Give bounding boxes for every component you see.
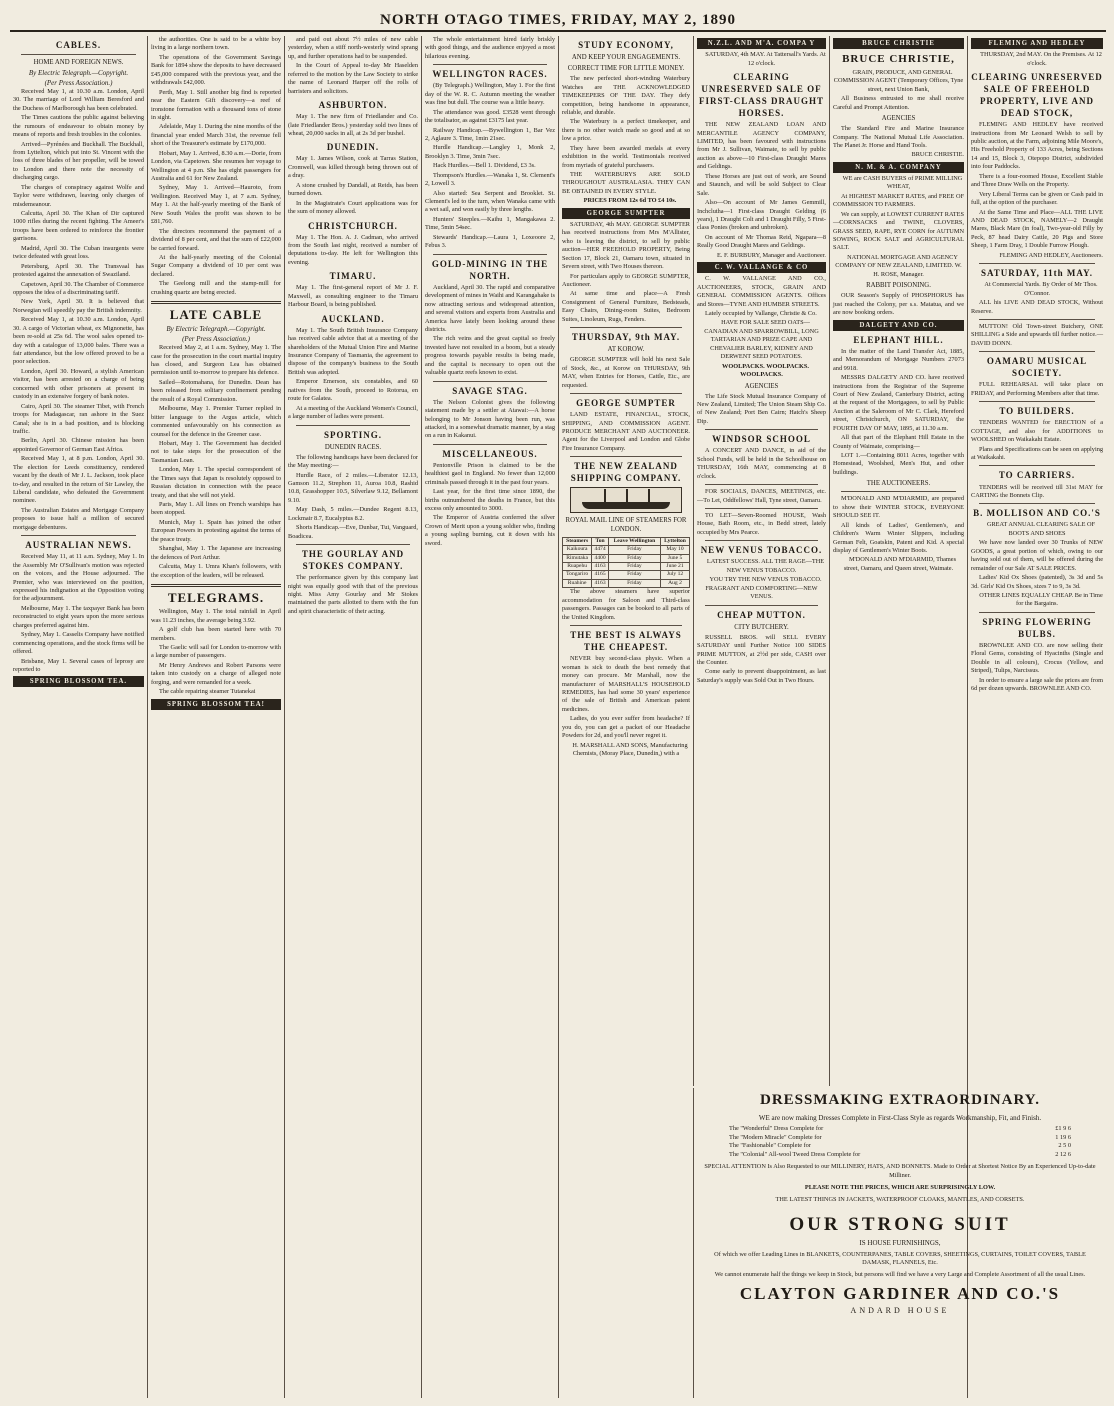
news-paragraph: Adelaide, May 1. During the nine months of the financial year ended March 31st, the revenue fell short of the Treasurer's estimate by £170,000. — [151, 123, 281, 148]
dress-price: £1 9 6 — [1055, 1125, 1071, 1133]
news-paragraph: Hurdle Race, of 2 miles.—Liberator 12.13, Gamson 11.2, Strephon 11, Auroa 10.8, Rashid 10.8, Grasshopper 10.5, Silverlaw 9.12, Bellamont 9.10. — [288, 471, 418, 504]
schedule-row — [563, 579, 690, 587]
ad-paragraph: BRUCE CHRISTIE. — [911, 151, 964, 159]
dress-price-row — [699, 1125, 1101, 1133]
ad-paragraph: Come early to prevent disappointment, as last Saturday's supply was Sold Out in Two Hours. — [697, 668, 826, 684]
schedule-cell: 4165 — [592, 571, 609, 579]
tea-footer: SPRING BLOSSOM TEA. — [13, 676, 144, 687]
home-foreign-news-heading: HOME AND FOREIGN NEWS. — [33, 59, 124, 67]
news-paragraph: the authorities. One is said to be a white boy living in a large northern town. — [151, 36, 281, 52]
ad-paragraph: Ladies, do you ever suffer from headache? If you do, you can get a packet of our Headache Powders for 2d, and you'll never regret it. — [562, 715, 690, 740]
dressmaking-intro: WE are now making Dresses Complete in First-Class Style as regards Workmanship, Fit, and Finish. — [758, 1114, 1042, 1123]
clayton-gardiner-heading: CLAYTON GARDINER AND CO.'S — [739, 1284, 1061, 1304]
ad-paragraph: TENDERS WANTED for ERECTION of a COTTAGE, and also for ADDITIONS to WOOLSHED on Waikakahi Estate. — [971, 419, 1103, 444]
schedule-row — [563, 554, 690, 562]
ad-paragraph: M'DONALD AND M'DIARMID, Thames street, Oamaru, and Queen street, Waimate. — [843, 556, 957, 572]
ad-paragraph: We can supply, at LOWEST CURRENT RATES—CORNSACKS and TWINE, CLOVERS, GRASS SEED, RAPE, RYE CORN for AUTUMN SOWING, ROCK SALT and AGRICULTURAL SALT. — [833, 210, 964, 252]
to-carriers-heading: TO CARRIERS. — [998, 470, 1076, 481]
schedule-cell: 4474 — [592, 546, 609, 554]
ad-paragraph: TO LET—Seven-Roomed HOUSE, Wash House, Bath Room, etc., in Bedd street, lately occupied by Mrs Pearce. — [697, 512, 826, 536]
schedule-cell: Friday — [608, 579, 660, 587]
news-paragraph: Arrived—Pyrénées and Buckhall. The Buckhall, from Lyttelton, which put into St. Vincent with the loss of three blades of her propeller, will be towed to London and there note the necessity of discharging cargo. — [13, 140, 144, 182]
news-paragraph: Pentonville Prison is claimed to be the healthiest gaol in England. No fewer than 12,000 criminals passed through it in the past four years. — [425, 461, 555, 486]
ad-paragraph: We have now landed over 30 Trunks of NEW GOODS, a great portion of which, owing to our having sold out of them, will be offered during the remainder of our Sale AT SALE PRICES. — [971, 539, 1103, 572]
schedule-header-cell: Ton — [592, 537, 609, 545]
news-paragraph: (By Telegraph.) Wellington, May 1. For the first day of the W. R. C. Autumn meeting the weather was fine but dull. The course was a little heavy. — [425, 82, 555, 107]
ad-paragraph: FOR SOCIALS, DANCES, MEETINGS, etc.—To Let, Oddfellows' Hall, Tyne street, Oamaru. — [697, 488, 826, 504]
convince-text: We cannot enumerate half the things we keep in Stock, but persons will find we have a very Large and Complete Assortment of all the usual Lines. — [714, 1270, 1086, 1278]
news-paragraph: May 1. The Hon. A. J. Cadman, who arrived from the South last night, received a number of deputations to-day. He left for Wellington this evening. — [288, 233, 418, 266]
ad-paragraph: LAND ESTATE, FINANCIAL, STOCK, SHIPPING, AND COMMISSION AGENT. PRODUCE MERCHANT AND AUCTIONEER. Agent for the Liverpool and London and Globe Fire Insurance Company. — [562, 411, 690, 452]
news-paragraph: Madrid, April 30. The Cuban insurgents were twice defeated with great loss. — [13, 244, 144, 261]
auctioneers-subheading: THE AUCTIONEERS. — [866, 480, 931, 488]
news-paragraph: A golf club has been started here with 70 members. — [151, 626, 281, 642]
special-attention: SPECIAL ATTENTION Is Also Requested to our MILLINERY, HATS, AND BONNETS. Made to Order at Shortest Notice By an Experienced Up-to-date Milliner. — [704, 1163, 1096, 1179]
dress-price-list — [699, 1125, 1101, 1159]
news-paragraph: The Australian Estates and Mortgage Company proposes to issue half a million of secured mortgage debentures. — [13, 506, 144, 531]
news-paragraph: Munich, May 1. Spain has joined the other European Powers in protesting against the terms of the peace treaty. — [151, 518, 281, 543]
dress-price: 1 19 6 — [1055, 1133, 1071, 1141]
ad-paragraph: In the matter of the Land Transfer Act, 1885, and Memorandum of Mortgage Numbers 27073 and 9918. — [833, 347, 964, 372]
news-paragraph: Calcutta, April 30. The Khan of Dir captured 1000 rifles during the recent fighting. The Ameer's troops have been ordered to reinforce the frontier garrisons. — [13, 210, 144, 243]
schedule-cell: 4400 — [592, 554, 609, 562]
ad-paragraph: SATURDAY, 4th MAY. GEORGE SUMPTER has received instructions from Mrs M'Allister, who is leaving the district, to sell by public auction—HER FREEHOLD PROPERTY, Being Section 17, Block 21, Oamaru town, situated in Severn street, with Two Houses thereon. — [562, 220, 690, 271]
news-paragraph: May Dash, 5 miles.—Dundee Regent 8.13, Lockmair 8.7, Eucalyptus 8.2. — [288, 506, 418, 522]
miscellaneous-heading: MISCELLANEOUS. — [442, 448, 538, 459]
news-paragraph: Received May 1, at 8 p.m. London, April 30. The election for Leeds constituency, rendered vacant by the death of Mr J. L. Jackson, took place to-day, and resulted in the return of Sir Lawley, the Liberal candidate, who defeated the Government nominee. — [13, 455, 144, 505]
saturday-sale-heading: SATURDAY, 11th MAY. — [980, 268, 1094, 279]
masthead-title: NORTH OTAGO TIMES, FRIDAY, MAY 2, 1890 — [380, 12, 736, 28]
ad-paragraph: Very Liberal Terms can be given or Cash paid in full, at the option of the purchaser. — [971, 190, 1103, 207]
rabbit-poisoning-subheading: RABBIT POISONING. — [866, 282, 931, 290]
news-paragraph: Sydney, May 1. Arrived—Hauroto, from Wellington. Received May 1, at 7 a.m. Sydney, May 1. At the half-yearly meeting of the Bank of New South Wales the profit was shown to be £81,760. — [151, 184, 281, 226]
ad-paragraph: Plans and Specifications can be seen on applying at Waikakahi. — [971, 445, 1103, 462]
news-paragraph: Hobart, May 1. Arrived, 8.30 a.m.—Dorie, from London, via Capetown. She resumes her voyage to Wellington at 4 p.m. She has eight passengers for Australia and 61 for New Zealand. — [151, 149, 281, 182]
schedule-header-cell: Leave Wellington — [608, 537, 660, 545]
george-sumpter-banner: GEORGE SUMPTER — [562, 208, 690, 219]
best-cheapest-heading: THE BEST IS ALWAYS THE CHEAPEST. — [570, 630, 682, 653]
timaru-heading: TIMARU. — [329, 271, 377, 282]
schedule-cell: Kaikoura — [563, 546, 592, 554]
spring-bulbs-heading: SPRING FLOWERING BULBS. — [982, 616, 1092, 639]
news-paragraph: Hurdle Handicap.—Langley 1, Monk 2, Brooklyn 3. Time, 3min 7sec. — [425, 144, 555, 160]
ad-paragraph: FLEMING AND HEDLEY have received instructions from Mr Leonard Welsh to sell by public auction, at the Farm, adjoining Mile Moore's, His Freehold Property of 133 Acres, being Sections 14 and 15, Block 3, Otepopo District, subdivided into four Paddocks. — [971, 121, 1103, 171]
byline: By Electric Telegraph.—Copyright. — [166, 325, 266, 334]
clearing-sale-heading: CLEARING UNRESERVED SALE OF FIRST-CLASS DRAUGHT HORSES. — [699, 71, 824, 119]
news-paragraph: Last year, for the first time since 1890, the births outnumbered the deaths in France, but this excess only amounted to 3000. — [425, 488, 555, 513]
musical-society-heading: OAMARU MUSICAL SOCIETY. — [986, 356, 1088, 379]
ad-paragraph: At same time and place—A Fresh Consignment of General Furniture, Bedsteads, Easy Chairs, Dining-room Suites, Bedroom Suites, Linoleum, Rugs, Fenders. — [562, 290, 690, 323]
dress-name: The "Fashionable" Complete for — [729, 1142, 811, 1150]
news-paragraph: Berlin, April 30. Chinese mission has been appointed Governor of German East Africa. — [13, 437, 144, 453]
news-paragraph: Hobart, May 1. The Government has decided not to take steps for the prosecution of the Tasmanian Loan. — [151, 439, 281, 464]
schedule-cell: Friday — [608, 563, 660, 571]
engagements-subheading: AND KEEP YOUR ENGAGEMENTS. — [571, 54, 681, 62]
furnishings-list: Of which we offer Leading Lines in BLANKETS, COUNTERPANES, TABLE COVERS, SHEETINGS, CURTAINS, TOILET COVERS, TABLE DAMASK, FLANNELS, Etc. — [714, 1250, 1086, 1267]
news-paragraph: Railway Handicap.—Bywellington 1, Bar Vez 2, Aglaure 3. Time, 1min 21sec. — [425, 126, 555, 142]
nz-shipping-heading: THE NEW ZEALAND SHIPPING COMPANY. — [570, 461, 682, 484]
ad-paragraph: The Life Stock Mutual Insurance Company of New Zealand, Limited; The Union Steam Ship Co. of New Zealand; Port Ben Cairn; Hatch's Sheep Dip. — [697, 392, 826, 425]
dress-name: The "Modern Miracle" Complete for — [729, 1133, 822, 1141]
news-paragraph: The rich veins and the great capital so freely invested have not resulted in a boom, but a steady progress towards payable results is being made, and the capital is necessary to open out the valuable quartz reefs known to exist. — [425, 335, 555, 377]
ad-paragraph: There is a four-roomed House, Excellent Stable and Three Draw Wells on the Property. — [971, 172, 1103, 189]
schedule-cell: Friday — [608, 571, 660, 579]
dress-price-row — [699, 1151, 1101, 1159]
news-paragraph: The performance given by this company last night was equally good with that of the previous night. Miss Amy Gourlay and Mr Stokes maintained the parts allotted to them with the fun and spirit characteristic of their acting. — [288, 574, 418, 615]
news-paragraph: London, April 30. Howard, a stylish American visitor, has been arrested on a charge of being concerned with other prisoners at present in custody in an extensive forgery of bank notes. — [13, 367, 144, 401]
news-paragraph: Thompson's Hurdles.—Wanaka 1, St. Clement's 2, Lowell 3. — [425, 171, 555, 188]
ad-paragraph: NATIONAL MORTGAGE AND AGENCY COMPANY OF NEW ZEALAND, LIMITED. W. H. ROSE, Manager. — [835, 253, 962, 278]
news-paragraph: The cable repairing steamer Tutanekai — [159, 688, 256, 696]
sporting-heading: SPORTING. — [324, 429, 382, 440]
latest-things: THE LATEST THINGS IN JACKETS, WATERPROOF CLOAKS, MANTLES, AND CORSETS. — [775, 1195, 1025, 1203]
correct-time-subheading: CORRECT TIME FOR LITTLE MONEY. — [567, 65, 685, 73]
ad-paragraph: M'DONALD AND M'DIARMID, are prepared to show their WINTER STOCK, EVERYONE SHOULD SEE IT. — [833, 495, 964, 520]
news-paragraph: May 1. The first-general report of Mr J. F. Maxwell, as consulting engineer to the Timaru Harbour Board, is being published. — [288, 284, 418, 309]
cables-heading: CABLES. — [55, 40, 102, 50]
thursday-sale-heading: THURSDAY, 9th MAY. — [571, 332, 681, 343]
news-paragraph: May 1. The new firm of Friedlander and Co. (late Friedlander Bros.) yesterday sold two lines of wheat, 20,000 sacks in all, at 2s 3d per bushel. — [288, 113, 418, 137]
schedule-row — [563, 546, 690, 554]
ad-paragraph: H. MARSHALL AND SONS, Manufacturing Chemists, (Moray Place, Dunedin,) with a — [572, 741, 688, 758]
tea-footer: SPRING BLOSSOM TEA! — [151, 699, 281, 710]
city-butchery-subheading: CITY BUTCHERY. — [734, 623, 789, 631]
ad-paragraph: YOU TRY THE NEW VENUS TOBACCO. FRAGRANT AND COMFORTING—NEW VENUS. — [705, 576, 822, 601]
ad-paragraph: Lately occupied by Vallange, Christie & Co. — [705, 310, 817, 317]
news-paragraph: Brisbane, May 1. Several cases of leprosy are reported to — [13, 657, 144, 673]
savage-stag-heading: SAVAGE STAG. — [452, 385, 528, 396]
schedule-cell: Tongariro — [563, 571, 592, 579]
dalgety-banner: DALGETY AND CO. — [833, 320, 964, 331]
royal-mail-subheading: ROYAL MAIL LINE OF STEAMERS FOR LONDON. — [565, 517, 687, 534]
news-paragraph: Received May 1, at 10.30 a.m. London, April 30. A cargo of Victorian wheat, ex Mignonette, has been re-sold at 25s 6d. The wool sales opened to-day with a catalogue of 13,000 bales. There was a fair attendance, but the low offered proved to be a poor selection. — [13, 316, 144, 366]
news-paragraph: Received May 1, at 10.30 a.m. London, April 30. The marriage of Lord William Beresford and the Duchess of Marlborough has been celebrated. — [13, 87, 144, 112]
schedule-cell: Ruapehu — [563, 563, 592, 571]
schedule-header-cell: Steamers — [563, 537, 592, 545]
news-paragraph: Auckland, April 30. The rapid and comparative development of mines in Waihi and Karangahake is now attracting serious and widespread attention, and several visitors and experts from Australia and America have lately been looking around these districts. — [425, 283, 555, 333]
standard-house: ANDARD HOUSE — [850, 1305, 950, 1315]
new-venus-heading: NEW VENUS TOBACCO. — [700, 545, 823, 556]
news-paragraph: Sailed—Rotomahana, for Dunedin. Dean has been released from solitary confinement pending the result of a Royal Commission. — [151, 378, 281, 403]
dunedin-races-heading: DUNEDIN RACES. — [324, 443, 382, 451]
ad-paragraph: E. F. BURBURY, Manager and Auctioneer. — [716, 251, 826, 259]
schedule-cell: June 21 — [661, 563, 690, 571]
ad-paragraph: All Business entrusted to me shall receive Careful and Prompt Attention. — [833, 95, 964, 111]
gold-mining-heading: GOLD-MINING IN THE NORTH. — [431, 258, 549, 281]
schedule-cell: 4163 — [592, 563, 609, 571]
bruce-christie-heading: BRUCE CHRISTIE, — [842, 53, 955, 66]
study-economy-heading: STUDY ECONOMY, — [578, 40, 674, 50]
news-paragraph: Petersburg, April 30. The Transvaal has protested against the annexation of Swaziland. — [13, 262, 144, 279]
ad-paragraph: GEORGE SUMPTER will hold his next Sale of Stock, &c., at Korow on THURSDAY, 9th MAY, when Entries for Horses, Cattle, Etc., are requested. — [562, 356, 690, 389]
schedule-row — [563, 563, 690, 571]
dressmaking-title: DRESSMAKING EXTRAORDINARY. — [760, 1092, 1040, 1108]
ad-paragraph: C. W. VALLANGE AND CO., AUCTIONEERS, STOCK, GRAIN AND GENERAL COMMISSION AGENTS. Offices and Stores—TYNE AND HUMBER STREETS. — [697, 275, 826, 308]
ad-paragraph: For particulars apply to GEORGE SUMPTER, Auctioneer. — [562, 272, 690, 288]
dress-price-row — [699, 1134, 1101, 1142]
news-paragraph: In the Court of Appeal to-day Mr Haselden referred to the motion by the Law Society to strike the name of Leonard Harper off the rolls of barristers and solicitors. — [288, 62, 418, 95]
schedule-header-cell: Lyttelton — [661, 537, 690, 545]
dress-price-row — [699, 1142, 1101, 1150]
column-3 — [284, 36, 421, 1398]
ad-paragraph: NEVER buy second-class physic. When a woman is sick to death the best remedy that money can procure. Mr Marshall, now the manufacturer of MARSHALL'S HOUSEHOLD REMEDIES, has had some 30 years' experience of the sale of British and American patent medicines. — [562, 655, 690, 713]
ad-paragraph: LOT 1.—Containing 8011 Acres, together with Homestead, Woolshed, Men's Hut, and other buildings. — [833, 452, 964, 476]
ad-paragraph: On account of Mr Thomas Reid, Ngapara—8 Really Good Draught Mares and Geldings. — [697, 233, 826, 250]
dressmaking-ad — [693, 1088, 1106, 1398]
ad-paragraph: WOOLPACKS. WOOLPACKS. WOOLPACKS. — [722, 362, 809, 379]
wellington-races-heading: WELLINGTON RACES. — [432, 69, 548, 80]
bruce-christie-banner: BRUCE CHRISTIE — [833, 38, 964, 49]
news-paragraph: The whole entertainment hired fairly briskly with good things, and the audience enjoyed a most hilarious evening. — [425, 36, 555, 60]
news-paragraph: Wellington, May 1. The total rainfall in April was 11.23 inches, the average being 3.92. — [151, 608, 281, 624]
ad-paragraph: THURSDAY, 2nd MAY. On the Premises. At 12 o'clock. — [980, 51, 1102, 67]
news-paragraph: May 1. The South British Insurance Company has received cable advice that at a meeting of the shareholders of the Mutual Union Fire and Marine Insurance Company of Tasmania, the agreement to dispose of the company's business to the South British was adopted. — [288, 326, 418, 376]
schedule-row — [563, 571, 690, 579]
schedule-cell: Friday — [608, 546, 660, 554]
byline: By Electric Telegraph.—Copyright. — [28, 69, 129, 78]
ad-paragraph: The Waterbury is a perfect timekeeper, and there is no other watch made so good and at so low a price. — [562, 118, 690, 143]
ad-paragraph: THE NEW ZEALAND LOAN AND MERCANTILE AGENCY COMPANY, LIMITED, has been favoured with instructions from Mr J. Sullivan, Waimate, to sell by public auction as above—10 First-class Draught Mares and Geldings. — [697, 121, 826, 171]
news-paragraph: and paid out about 7½ miles of new cable yesterday, when a stiff north-westerly wind sprang up, and further operations had to be suspended. — [288, 36, 418, 60]
ad-paragraph: Also—On account of Mr James Gemmill, Inchclutha—1 First-class Draught Gelding (6 years), 1 Draught Colt and 1 Draught Filly, 5 First-class Ponies (broken and unbroken). — [697, 199, 826, 232]
news-paragraph: Shanghai, May 1. The Japanese are increasing the defences of Port Arthur. — [151, 545, 281, 561]
news-paragraph: The operations of the Government Savings Bank for 1894 show the deposits to have decreased £45,000 compared with the previous year, and the withdrawals £42,000. — [151, 53, 281, 87]
news-paragraph: Capetown, April 30. The Chamber of Commerce opposes the idea of a discriminating tariff. — [13, 280, 144, 296]
news-paragraph: Melbourne, May 1. The taxpayer Bank has been reconstructed to eight years upon the more serious charges preferred against him. — [13, 604, 144, 629]
news-paragraph: The Gaelic will sail for London to-morrow with a large number of passengers. — [151, 644, 281, 660]
news-paragraph: The directors recommend the payment of a dividend of 8 per cent, and that the sum of £22,000 be carried forward. — [151, 227, 281, 252]
news-paragraph: Stewards' Handicap.—Laura 1, Loxeoore 2, Febus 3. — [425, 233, 555, 250]
ad-paragraph: GRAIN, PRODUCE, AND GENERAL COMMISSION AGENT (Temporary Offices, Tyne street, next Union Bank, — [833, 68, 964, 93]
auckland-heading: AUCKLAND. — [321, 313, 385, 324]
schedule-cell: 4163 — [592, 579, 609, 587]
news-paragraph: New York, April 30. It is believed that Norwegian will speedily pay the British indemnity. — [13, 298, 144, 314]
george-sumpter-heading: GEORGE SUMPTER — [576, 398, 676, 409]
ad-paragraph: All that part of the Elephant Hill Estate in the County of Waimate, comprising— — [833, 434, 964, 450]
news-paragraph: The Geelong mill and the stamp-mill for crushing quartz are being erected. — [151, 280, 281, 296]
ad-paragraph: FULL REHEARSAL will take place on FRIDAY, and Performing Members after that time. — [971, 381, 1103, 397]
news-paragraph: The Times cautions the public against believing the rumours of endeavour to obtain money by means of reports and fresh troubles in the colonies. — [13, 114, 144, 139]
schedule-cell: Ruahine — [563, 579, 592, 587]
news-paragraph: In the Magistrate's Court applications was for the sum of money allowed. — [288, 199, 418, 216]
news-paragraph: A stone crushed by Dandall, at Reids, has been burned down. — [288, 181, 418, 198]
ad-paragraph: All kinds of Ladies', Gentlemen's, and Children's Warm Winter Slippers, including German Felt, Goatskin, Patent and Kid. A special display of Gentlemen's Winter Boots. — [833, 521, 964, 555]
ad-paragraph: OTHER LINES EQUALLY CHEAP. Be in Time for the Bargains. — [979, 591, 1103, 608]
newspaper-page — [10, 6, 1106, 1402]
ad-paragraph: At Commercial Yards. By Order of Mr Thos. O'Connor. — [984, 281, 1098, 297]
news-paragraph: Emperor Emerson, six constables, and 60 natives from the South, proceed to Rotorua, en route for Galatea. — [288, 378, 418, 403]
dress-price: 2 5 0 — [1058, 1142, 1071, 1150]
column-4 — [421, 36, 558, 1398]
press-association: (Per Press Association.) — [44, 78, 113, 87]
schedule-cell: Rimutaka — [563, 554, 592, 562]
news-paragraph: London, May 1. The special correspondent of the Times says that Japan is resolutely opposed to Russian dictation in connection with the peace treaty, and that she will not yield. — [151, 466, 281, 499]
news-paragraph: Received May 11, at 11 a.m. Sydney, May 1. In the Assembly Mr O'Sullivan's motion was rejected on the voices, and the House adjourned. The Premier, who was interviewed on the position, expressed his indignation at the Opposition voting for the adjournment. — [13, 553, 144, 603]
dress-name: The "Wonderful" Dress Complete for — [729, 1125, 824, 1133]
agencies-subheading: AGENCIES — [744, 382, 779, 390]
ad-paragraph: At HIGHEST MARKET RATES, and FREE OF COMMISSION TO FARMERS. — [833, 192, 964, 209]
news-paragraph: The charges of conspiracy against Wolfe and Taylor were withdrawn, leaving only charges of misdemeanour. — [13, 183, 144, 208]
at-korow-subheading: AT KOROW. — [607, 346, 645, 354]
ad-paragraph: GREAT ANNUAL CLEARING SALE OF BOOTS AND SHOES — [986, 521, 1096, 537]
news-paragraph: May 1. James Wilson, cook at Tarras Station, Cromwell, was killed through being thrown out of a dray. — [288, 155, 418, 180]
mollison-heading: B. MOLLISON AND CO.'S — [973, 508, 1101, 519]
news-paragraph: At a meeting of the Auckland Women's Council, a large number of ladies were present. — [288, 404, 418, 421]
ad-paragraph: PRICES FROM 12s 6d TO £4 10s. — [583, 197, 677, 205]
ad-paragraph: The above steamers have superior accommodation for Saloon and Third-class passengers. Passages can be booked to all parts of the United Kingdom. — [562, 588, 690, 621]
ad-paragraph: The Standard Fire and Marine Insurance Company. The National Mutual Life Association. The Planet Jr. Horse and Hand Tools. — [833, 125, 964, 149]
ad-paragraph: BROWNLEE AND CO. are now selling their Floral Gems, consisting of Hyacinths (Single and Double in all colours), Crocus (Yellow, and Striped), Tulips, Narcissus. — [971, 641, 1103, 675]
ad-paragraph: FLEMING AND HEDLEY, Auctioneers. — [999, 251, 1103, 259]
ad-paragraph: WE are CASH BUYERS of PRIME MILLING WHEAT, — [842, 174, 963, 191]
news-paragraph: Hack Hurdles.—Bell 1. Dividend, £3 3s. — [433, 162, 536, 170]
nzlma-banner: N.Z.L. AND M'A. COMPA Y — [697, 38, 826, 49]
news-paragraph: Hunters' Steeples.—Kaihu 1, Mangakawa 2. Time, 5min 54sec. — [425, 215, 555, 232]
ad-paragraph: OUR Season's Supply of PHOSPHORUS has just reached the Colony, per s.s. Matatua, and we are now booking orders. — [833, 292, 964, 317]
dress-name: The "Colonial" All-wool Tweed Dress Complete for — [729, 1150, 861, 1158]
news-paragraph: Also started: Sea Serpent and Brooklet. St. Clement's led to the turn, when Wanaka came with a wet sail, and won easily by three lengths. — [425, 189, 555, 214]
ashburton-heading: ASHBURTON. — [318, 100, 388, 111]
news-paragraph: Perth, May 1. Still another big find is reported near the Eastern Gift discovery—a reef of ironstone formation with a thousand tons of stone in sight. — [151, 88, 281, 121]
column-5 — [558, 36, 693, 1398]
column-1 — [10, 36, 147, 1398]
ad-paragraph: At the Same Time and Place—ALL THE LIVE AND DEAD STOCK, NAMELY—2 Draught Mares, Black Mare (in foal), Two-year-old Filly by Peck, 87 head Dairy Cattle, 20 Pigs and Store Sheep, 1 Farm Dray, 1 Double Furrow Plough. — [971, 208, 1103, 250]
ad-paragraph: MUTTON! Old Town-street Butchery, ONE SHILLING a Side and upwards till further notice.—DAVID DONN. — [971, 322, 1103, 347]
telegrams-heading: TELEGRAMS. — [167, 589, 265, 605]
column-7 — [829, 36, 967, 1086]
ad-paragraph: HAVE FOR SALE SEED OATS—CANADIAN AND SPARROWBILL, LONG TARTARIAN AND PRIZE CAPE AND CHEVALIER BARLEY, KIDNEY AND DERWENT SEED POTATOES. — [704, 319, 819, 361]
news-paragraph: Paris, May 1. All lines on French warships has been stopped. — [151, 501, 281, 517]
news-paragraph: The attendance was good. £3528 went through the totalisator, as against £3175 last year. — [425, 108, 555, 125]
news-paragraph: The following handicaps have been declared for the May meeting:— — [288, 453, 418, 470]
please-note: PLEASE NOTE THE PRICES, WHICH ARE SURPRISINGLY LOW. — [804, 1184, 996, 1192]
column-6 — [693, 36, 829, 1086]
gourlay-stokes-heading: THE GOURLAY AND STOKES COMPANY. — [301, 549, 405, 572]
ad-paragraph: They have been awarded medals at every exhibition in the world. Testimonials received from myriads of grateful purchasers. — [562, 144, 690, 169]
schedule-cell: July 12 — [661, 571, 690, 579]
ad-paragraph: A CONCERT AND DANCE, in aid of the School Funds, will be held in the Schoolhouse on THURSDAY, 16th MAY, commencing at 8 o'clock. — [697, 447, 826, 480]
elephant-hill-heading: ELEPHANT HILL. — [853, 334, 944, 345]
ad-paragraph: These Horses are just out of work, are Sound and Staunch, and will be sold Subject to Clear Sale. — [697, 172, 826, 197]
late-cable-heading: LATE CABLE — [169, 307, 263, 323]
steamship-illustration — [570, 487, 682, 513]
ad-paragraph: Ladies' Kid Ox Shoes (patented), 3s 3d and 5s 3d. Girls' Kid Ox Shoes, sizes 7 to 9, 3s 3d. — [971, 574, 1103, 590]
column-2 — [147, 36, 284, 1398]
dunedin-heading: DUNEDIN. — [326, 142, 380, 153]
ad-paragraph: TENDERS will be received till 31st MAY for CARTING the Bonnets Clip. — [971, 483, 1103, 499]
windsor-school-heading: WINDSOR SCHOOL — [712, 434, 811, 445]
news-paragraph: The Emperor of Austria conferred the silver Crown of Merit upon a young soldier who, finding a young sapling burning, cut it down with his sword. — [425, 514, 555, 547]
dress-price: 2 12 6 — [1055, 1150, 1071, 1158]
schedule-cell: Aug 2 — [661, 579, 690, 587]
ad-paragraph: THE WATERBURYS ARE SOLD THROUGHOUT AUSTRALASIA. THEY CAN BE OBTAINED IN EVERY STYLE. — [562, 171, 690, 195]
fleming-hedley-banner: FLEMING AND HEDLEY — [971, 38, 1103, 49]
news-paragraph: Cairo, April 30. The steamer Tibet, with French troops for Madagascar, ran ashore in the Suez Canal; she is in a bad position, and is blocking traffic. — [13, 402, 144, 435]
masthead — [10, 6, 1106, 32]
strong-suit-heading: OUR STRONG SUIT — [789, 1213, 1011, 1235]
ad-paragraph: ALL his LIVE AND DEAD STOCK, Without Reserve. — [971, 299, 1103, 315]
ad-paragraph: SATURDAY, 4th MAY. At Tattersall's Yards. At 12 o'clock. — [705, 51, 826, 67]
agencies-subheading: AGENCIES — [881, 115, 916, 123]
schedule-cell: Friday — [608, 554, 660, 562]
news-paragraph: Calcutta, May 1. Umra Khan's followers, with the exception of the leaders, will be released. — [151, 563, 281, 579]
news-paragraph: Received May 2, at 1 a.m. Sydney, May 1. The case for the prosecution in the court martial inquiry has closed, and Surgeon Lea has obtained permission until to-morrow to prepare his defence. — [151, 344, 281, 377]
christchurch-heading: CHRISTCHURCH. — [308, 220, 398, 231]
news-paragraph: At the half-yearly meeting of the Colonial Sugar Company a dividend of 10 per cent was declared. — [151, 253, 281, 278]
ad-paragraph: MESSRS DALGETY AND CO. have received instructions from the Registrar of the Supreme Court of New Zealand, Canterbury District, acting at the request of the Mortgagees, to sell by Public Auction at the Saleroom of Mr C. Clark, Hereford street, Christchurch, ON SATURDAY, the FOURTH DAY OF MAY, 1895, at 11.30 a.m. — [833, 374, 964, 432]
news-paragraph: Sydney, May 1. Casselis Company have notified commencing operations, and the stock firms will be offered. — [13, 631, 144, 656]
to-builders-heading: TO BUILDERS. — [999, 406, 1075, 417]
cheap-mutton-heading: CHEAP MUTTON. — [717, 609, 806, 620]
vallange-banner: C. W. VALLANGE & CO — [697, 262, 826, 273]
ad-paragraph: RUSSELL BROS. will SELL EVERY SATURDAY until Further Notice 100 SIDES PRIME MUTTON, at 2½d per side, CASH over the Counter. — [697, 633, 826, 667]
sailing-schedule-table — [562, 537, 690, 589]
nma-company-banner: N. M. & A. COMPANY — [833, 162, 964, 173]
news-paragraph: Shorts Handicap.—Eve, Dunbar, Tui, Vanguard, Boadicea. — [288, 524, 418, 540]
news-paragraph: Mr Henry Andrews and Robert Parsons were taken into custody on a charge of alleged note forging, and were remanded for a week. — [151, 661, 281, 686]
australian-news-heading: AUSTRALIAN NEWS. — [25, 540, 132, 551]
ad-paragraph: In order to ensure a large sale the prices are from 6d per dozen upwards. BROWNLEE AND CO. — [971, 676, 1103, 693]
ad-paragraph: LATEST SUCCESS. ALL THE RAGE—THE NEW VENUS TOBACCO. — [706, 558, 825, 574]
schedule-cell: June 5 — [661, 554, 690, 562]
press-association: (Per Press Association.) — [182, 334, 250, 343]
news-paragraph: The Nelson Colonist gives the following statement made by a settler at Atawai:—A horse belonging to Mr Jonson having been run, was attacked, in a somewhat dramatic manner, by a stag on a run in Kakanui. — [425, 398, 555, 440]
clearing-sale-heading: CLEARING UNRESERVED SALE OF FREEHOLD PROPERTY, LIVE AND DEAD STOCK, — [971, 71, 1103, 119]
schedule-cell: May 10 — [661, 546, 690, 554]
house-furnishings: IS HOUSE FURNISHINGS, — [859, 1239, 941, 1248]
ad-paragraph: The new perfected short-winding Waterbury Watches are THE ACKNOWLEDGED TIMEKEEPERS OF THE DAY. They defy competition, being handsome in appearance, reliable, and durable. — [562, 75, 690, 116]
news-paragraph: Melbourne, May 1. Premier Turner replied in bitter language to the Argus article, which commented unfavourably on his connection as counsel for the defence in the Greener case. — [151, 405, 281, 438]
